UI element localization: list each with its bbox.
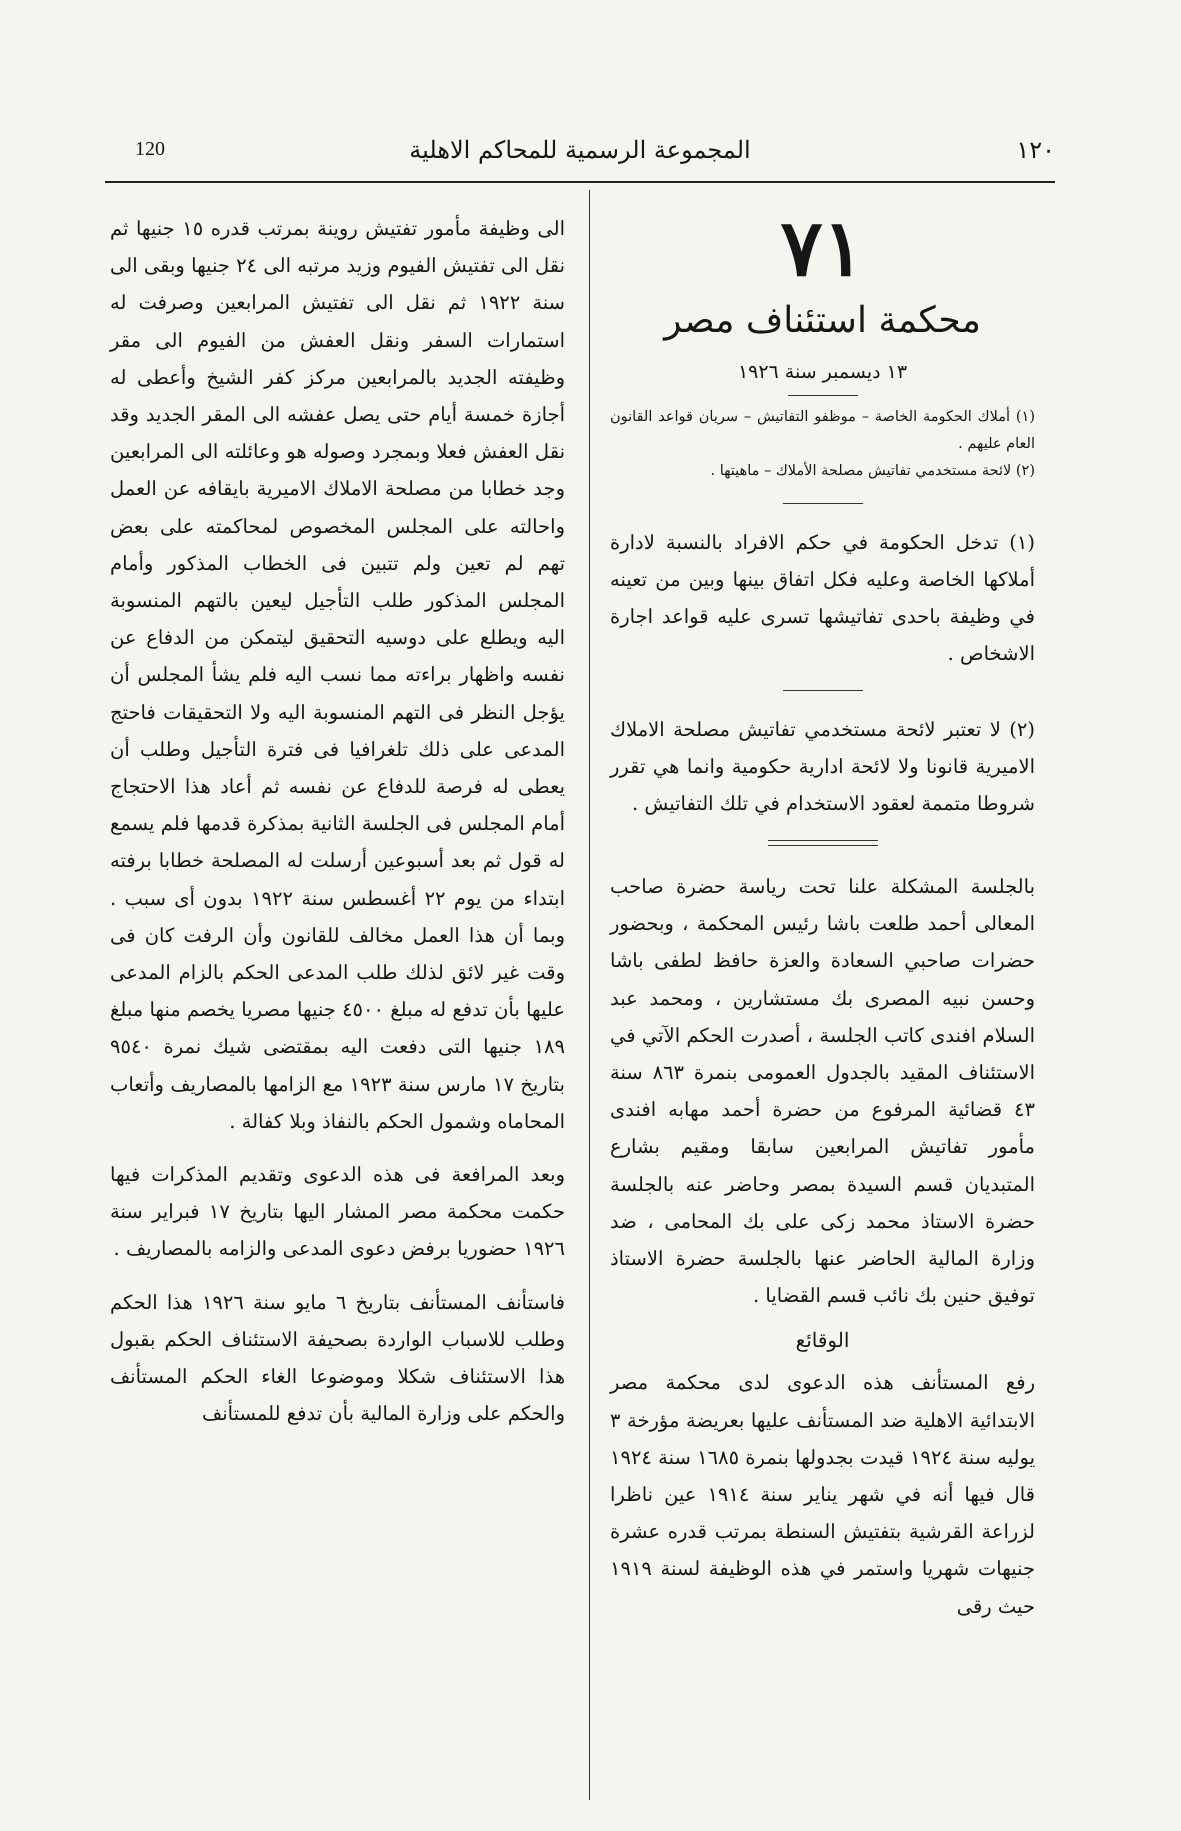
divider <box>788 395 858 396</box>
column-divider <box>589 190 590 1800</box>
case-date: ١٣ ديسمبر سنة ١٩٢٦ <box>737 361 908 383</box>
double-divider <box>768 840 878 846</box>
principle-item: (٢) لا تعتبر لائحة مستخدمي تفاتيش مصلحة الاملاك الاميرية قانونا ولا لائحة ادارية حكومية وانما هي تقرر شروطا متممة لعقود الاستخدام في تلك التفاتيش . <box>610 718 1035 815</box>
facts-heading: الوقائع <box>795 1328 850 1353</box>
running-title: المجموعة الرسمية للمحاكم الاهلية <box>409 136 751 164</box>
body-paragraph: وبعد المرافعة فى هذه الدعوى وتقديم المذكرات فيها حكمت محكمة مصر المشار اليها بتاريخ ١٧ فبراير سنة ١٩٢٦ حضوريا برفض دعوى المدعى والزامه بالمصاريف . <box>110 1163 565 1261</box>
divider <box>783 503 863 504</box>
body-paragraph: الى وظيفة مأمور تفتيش روينة بمرتب قدره ١٥ جنيها ثم نقل الى تفتيش الفيوم وزيد مرتبه الى ٢٤ جنيها وبقى الى سنة ١٩٢٢ ثم نقل الى تفتيش المرابعين وصرفت له استمارات السفر ونقل العفش من الفيوم الى مقر وظيفته الجديد بالمرابعين مركز كفر الشيخ وأعطى له أجازة خمسة أيام حتى يصل عفشه الى المقر الجديد وقد نقل العفش فعلا وبمجرد وصوله هو وعائلته الى المرابعين وجد خطابا من مصلحة الاملاك الاميرية بايقافه عن العمل واحالته على المجلس المخصوص لمحاكمته على بعض تهم لم تعين ولم تتبين فى الخطاب المذكور وأمام المجلس المذكور طلب التأجيل ليعين بالتهم المنسوبة اليه ويطلع على دوسيه التحقيق ليتمكن من الدفاع عن نفسه واظهار براءته مما نسب اليه فلم يشأ المجلس أن يؤجل النظر فى التهم المنسوبة اليه ولا التحقيقات فاحتج المدعى على ذلك تلغرافيا فى فترة التأجيل وطلب أن يعطى له فرصة للدفاع عن نفسه ثم أعاد هذا الاحتجاج أمام المجلس فى الجلسة الثانية بمذكرة قدمها فلم يسمع له قول ثم بعد أسبوعين أرسلت له المصلحة خطابا برفته ابتداء من يوم ٢٢ أغسطس سنة ١٩٢٢ بدون أى سبب . وبما أن هذا العمل مخالف للقانون وأن الرفت كان فى وقت غير لائق لذلك طلب المدعى الحكم بالزام المدعى عليها بأن تدفع له مبلغ ٤٥٠٠ جنيها مصريا يخصم منها مبلغ ١٨٩ جنيها التى دفعت اليه بمقتضى شيك نمرة ٩٥٤٠ بتاريخ ١٧ مارس سنة ١٩٢٣ مع الزامها بالمصاريف وأتعاب المحاماه وشمول الحكم بالنفاذ وبلا كفالة . <box>110 217 565 1133</box>
summary-item: (٢) لائحة مستخدمي تفاتيش مصلحة الأملاك – ماهيتها . <box>710 463 1035 479</box>
right-column <box>610 205 1035 1625</box>
divider <box>783 690 863 691</box>
facts-paragraph: رفع المستأنف هذه الدعوى لدى محكمة مصر الابتدائية الاهلية ضد المستأنف عليها بعريضة مؤرخة ٣ يوليه سنة ١٩٢٤ قيدت بجدولها بنمرة ١٦٨٥ سنة ١٩٢٤ قال فيها أنه في شهر يناير سنة ١٩١٤ عين ناظرا لزراعة القرشية بتفتيش السنطة بمرتب قدره عشرة جنيهات شهريا واستمر في هذه الوظيفة لسنة ١٩١٩ حيث رقى <box>610 1371 1036 1618</box>
page-number-arabic: ١٢٠ <box>1016 136 1055 164</box>
principle-item: (١) تدخل الحكومة في حكم الافراد بالنسبة لادارة أملاكها الخاصة وعليه فكل اتفاق بينها وبين من تعينه في وظيفة باحدى تفاتيشها تسرى عليه قواعد اجارة الاشخاص . <box>610 531 1035 665</box>
left-column <box>110 210 565 1433</box>
header-rule <box>105 181 1055 183</box>
case-number: ٧١ <box>780 203 865 294</box>
court-name: محكمة استئناف مصر <box>664 300 981 341</box>
body-paragraph: فاستأنف المستأنف بتاريخ ٦ مايو سنة ١٩٢٦ هذا الحكم وطلب للاسباب الواردة بصحيفة الاستئناف الحكم بقبول هذا الاستئناف شكلا وموضوعا الغاء الحكم المستأنف والحكم على وزارة المالية بأن تدفع للمستأنف <box>110 1290 565 1426</box>
summary-item: (١) أملاك الحكومة الخاصة – موظفو التفاتيش – سريان قواعد القانون العام عليهم . <box>610 409 1035 452</box>
page-number-latin: 120 <box>135 138 165 160</box>
page-header <box>105 130 1055 174</box>
session-paragraph: بالجلسة المشكلة علنا تحت رياسة حضرة صاحب المعالى أحمد طلعت باشا رئيس المحكمة ، وبحضور حضرات صاحبي السعادة والعزة حافظ لطفى باشا وحسن نبيه المصرى بك مستشارين ، ومحمد عبد السلام افندى كاتب الجلسة ، أصدرت الحكم الآتي في الاستئناف المقيد بالجدول العمومى بنمرة ٨٦٣ سنة ٤٣ قضائية المرفوع من حضرة أحمد مهابه افندى مأمور تفاتيش المرابعين سابقا ومقيم بشارع المتبديان قسم السيدة بمصر وحاضر عنه بالجلسة حضرة الاستاذ محمد زكى على بك المحامى ، ضد وزارة المالية الحاضر عنها بالجلسة حضرة الاستاذ توفيق حنين بك نائب قسم القضايا . <box>610 875 1035 1308</box>
